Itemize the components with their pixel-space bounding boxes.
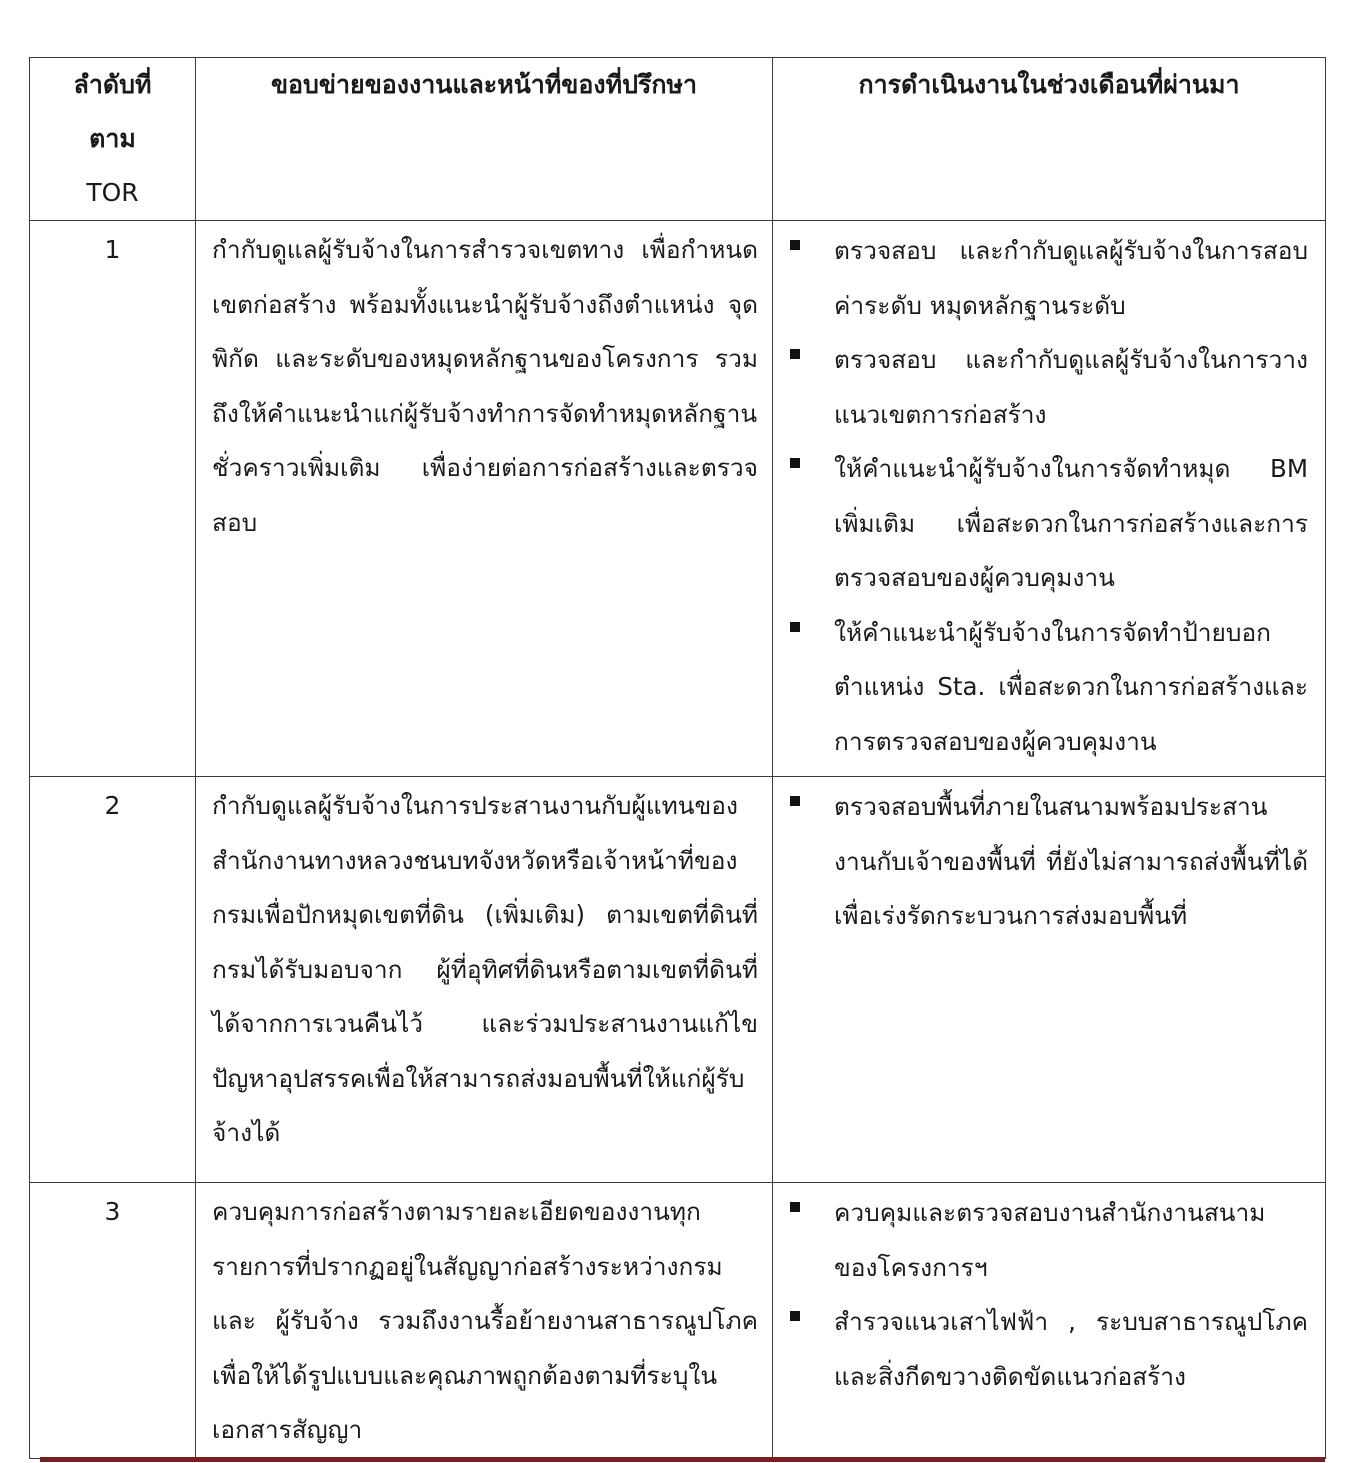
square-bullet-icon [790, 240, 800, 250]
progress-bullet-text: สำรวจแนวเสาไฟฟ้า , ระบบสาธารณูปโภคและสิ่งกีดขวางติดขัดแนวก่อสร้าง [834, 1307, 1308, 1391]
progress-bullet-text: ควบคุมและตรวจสอบงานสำนักงานสนามของโครงการฯ [834, 1198, 1266, 1282]
header-scope: ขอบข่ายของงานและหน้าที่ของที่ปรึกษา [196, 58, 773, 221]
square-bullet-icon [790, 796, 800, 806]
progress-bullet-list [774, 778, 1324, 944]
progress-bullet-text: ตรวจสอบพื้นที่ภายในสนามพร้อมประสานงานกับเจ้าของพื้นที่ ที่ยังไม่สามารถส่งพื้นที่ได้ เพื่อเร่งรัดกระบวนการส่งมอบพื้นที่ [834, 792, 1308, 930]
table-row [30, 1183, 1326, 1459]
table-row [30, 777, 1326, 1183]
progress-bullet-text: ให้คำแนะนำผู้รับจ้างในการจัดทำหมุด BM เพิ่มเติม เพื่อสะดวกในการก่อสร้างและการตรวจสอบของผู้ควบคุมงาน [834, 454, 1308, 592]
progress-bullet-item [788, 1186, 1308, 1295]
square-bullet-icon [790, 1311, 800, 1321]
square-bullet-icon [790, 349, 800, 359]
square-bullet-icon [790, 458, 800, 468]
row-progress-cell [773, 221, 1326, 777]
row-scope-text: กำกับดูแลผู้รับจ้างในการประสานงานกับผู้แทนของสำนักงานทางหลวงชนบทจังหวัดหรือเจ้าหน้าที่ของ กรมเพื่อปักหมุดเขตที่ดิน (เพิ่มเติม) ตามเขตที่ดินที่กรมได้รับมอบจาก ผู้ที่อุทิศที่ดินหรือตามเขตที่ดินที่ได้จากการเวนคืนไว้ และร่วมประสานงานแก้ไขปัญหาอุปสรรคเพื่อให้สามารถส่งมอบพื้นที่ให้แก่ผู้รับจ้างได้ [196, 777, 773, 1183]
row-scope-text: กำกับดูแลผู้รับจ้างในการสำรวจเขตทาง เพื่อกำหนดเขตก่อสร้าง พร้อมทั้งแนะนำผู้รับจ้างถึงตำแหน่ง จุดพิกัด และระดับของหมุดหลักฐานของโครงการ รวมถึงให้คำแนะนำแก่ผู้รับจ้างทำการจัดทำหมุดหลักฐานชั่วคราวเพิ่มเติม เพื่อง่ายต่อการก่อสร้างและตรวจสอบ [196, 221, 773, 777]
header-tor-number-line3: TOR [86, 178, 139, 207]
header-progress: การดำเนินงานในช่วงเดือนที่ผ่านมา [773, 58, 1326, 221]
row-number: 2 [30, 777, 196, 1183]
table-header-row [30, 58, 1326, 221]
square-bullet-icon [790, 622, 800, 632]
table-row [30, 221, 1326, 777]
row-number: 1 [30, 221, 196, 777]
progress-bullet-item [788, 442, 1308, 606]
progress-bullet-text: ตรวจสอบ และกำกับดูแลผู้รับจ้างในการสอบค่าระดับ หมุดหลักฐานระดับ [834, 236, 1308, 320]
progress-bullet-text: ตรวจสอบ และกำกับดูแลผู้รับจ้างในการวางแนวเขตการก่อสร้าง [834, 345, 1308, 429]
row-progress-cell [773, 1183, 1326, 1459]
header-tor-number-line1: ลำดับที่ [73, 70, 152, 99]
row-number: 3 [30, 1183, 196, 1459]
footer-divider-line [40, 1457, 1325, 1462]
progress-bullet-text: ให้คำแนะนำผู้รับจ้างในการจัดทำป้ายบอกตำแหน่ง Sta. เพื่อสะดวกในการก่อสร้างและการตรวจสอบของผู้ควบคุมงาน [834, 617, 1308, 756]
square-bullet-icon [790, 1202, 800, 1212]
row-progress-cell [773, 777, 1326, 1183]
progress-bullet-item [788, 606, 1308, 770]
progress-bullet-list [774, 222, 1324, 769]
page-top-fragment [30, 0, 350, 8]
progress-bullet-item [788, 1295, 1308, 1404]
progress-bullet-item [788, 333, 1308, 442]
row-scope-text: ควบคุมการก่อสร้างตามรายละเอียดของงานทุกรายการที่ปรากฏอยู่ในสัญญาก่อสร้างระหว่างกรม และ ผู้รับจ้าง รวมถึงงานรื้อย้ายงานสาธารณูปโภค เพื่อให้ได้รูปแบบและคุณภาพถูกต้องตามที่ระบุในเอกสารสัญญา [196, 1183, 773, 1459]
progress-bullet-item [788, 224, 1308, 333]
tor-progress-table [29, 57, 1326, 1459]
progress-bullet-item [788, 780, 1308, 944]
header-tor-number [30, 58, 196, 221]
progress-bullet-list [774, 1184, 1324, 1404]
header-tor-number-line2: ตาม [89, 124, 136, 153]
